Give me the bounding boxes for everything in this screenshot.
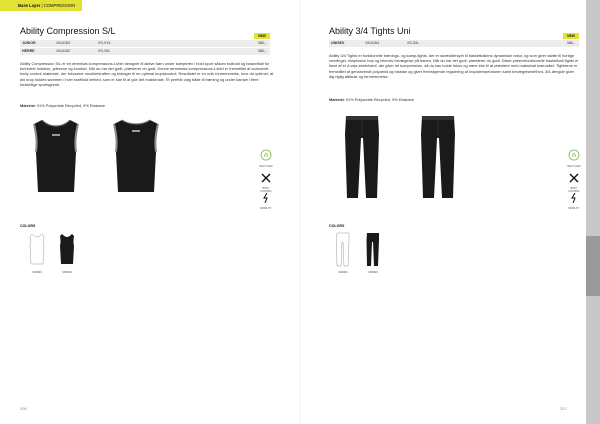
colors-label: COLORS [20,224,36,228]
recycled-feature [258,148,274,169]
material-value: : 91% Polyamide Recycled, 9% Elastane [34,103,106,108]
swatch-code: 999999 [62,270,72,274]
recycled-icon [260,149,272,161]
article-row [20,48,270,55]
article-price: 386,- [566,41,575,45]
product-image-front [342,114,382,202]
body-control-icon [568,173,580,183]
color-swatch-white[interactable] [336,232,350,268]
article-price: 386,- [257,49,266,54]
product-title: Ability Compression S/L [20,26,116,36]
product-image-back [418,114,458,202]
body-control-label: BODY CONTROL [568,187,580,193]
product-description: Ability 3/4 Tights er funktionelle trænings- og kamp-tights, der er skræddersyet til basketballens dynamiske natur, og som giver støtte til hurtige vendinger, eksplosive hop og intensiv bevægelse på banen. Når du har det godt, præsterer du godt. Disse ydeevnfunktionelle basketball-tights er lavet af et 4-vejs-stretchstof, der giver let kompression, så du kan holde fokus og være klar til at præstere med maksimal kraeusitet. Tightsene er fremstillet af genanvendt polyamid og elastan og giver fremragende regulering af kropstemperaturen samt bevægelsesfrihed. 3/4-længde giver dig rigtig attitude og formemmelse. [329,53,579,79]
material-label: Material [329,97,344,102]
article-sizes: XS-XXL [98,41,111,45]
right-page [300,0,600,424]
page-fold [299,0,301,424]
material-value: : 91% Polyamide Recycled, 9% Elastane [343,97,415,102]
recycled-label: RECYCLED [259,165,273,168]
side-index-bar [586,0,600,424]
article-row [329,40,579,47]
mobility-label: MOBILITY [260,207,272,210]
side-tab-label: Baselayer [302,268,307,286]
article-number: 1914164 [365,41,379,45]
product-image-back [108,116,164,196]
side-index-tab[interactable] [586,236,600,296]
product-title: Ability 3/4 Tights Uni [329,26,411,36]
swatch-code: 999999 [32,270,42,274]
new-badge: NEW [254,33,270,39]
article-row [20,40,270,47]
recycled-feature [566,148,582,169]
new-badge: NEW [563,33,579,39]
article-gender: JUNIOR [22,41,36,45]
swatch-code: 900000 [338,270,348,274]
recycled-icon [568,149,580,161]
section-tag [0,0,82,11]
mobility-label: MOBILITY [568,207,580,210]
product-description: Ability Compression S/L er en ærmeløs kompressions-t-shirt designet til aktive børn under kamptræn i bold sport såsom fodbold og basketball for forbedret funktion, ydeevne og komfort. Når du har det godt, præsterer du godt. Denne ærmeløse kompressions-t-shirt er fremstillet af avanceret body-control-materiale, der fokuserer musklerkraften og bidrager til en optimal kropskontrol. Resultatet er en unik formemmelse, hvor du optimer, at din krop holdes sammen i hver kraftfuld helhed, som er klar til at yde det maksimale. Et perfekt valg både til træning og under kampe i flere forskellige sportsgrene. [20,61,274,87]
article-sizes: XS-3XL [407,41,420,45]
material-label: Material [20,103,35,108]
color-swatch-black[interactable] [58,232,76,266]
color-swatch-black[interactable] [366,232,380,268]
mobility-icon [260,193,272,203]
color-swatch-white[interactable] [28,232,46,266]
article-price: 386,- [257,41,266,45]
article-number: 1914163 [56,41,70,45]
page-number: 206 [20,406,27,411]
mobility-icon [568,193,580,203]
body-control-label: BODY CONTROL [260,187,272,193]
article-gender: UNISEX [331,41,345,45]
section-tag-rest: | COMPRESSION [40,3,76,8]
article-sizes: XS-3XL [98,49,111,54]
material-line [329,97,414,102]
article-gender: HERRE [22,49,35,54]
material-line [20,103,105,108]
article-table [329,40,579,48]
swatch-code: 999999 [368,270,378,274]
mobility-feature [258,187,274,211]
body-control-icon [260,173,272,183]
section-tag-bold: Base Layer [18,3,41,8]
article-table [20,40,270,56]
colors-label: COLORS [329,224,345,228]
product-image-front [28,116,84,196]
page-number: 207 [560,406,567,411]
article-number: 1914162 [56,49,70,54]
recycled-label: RECYCLED [567,165,581,168]
mobility-feature [566,187,582,211]
